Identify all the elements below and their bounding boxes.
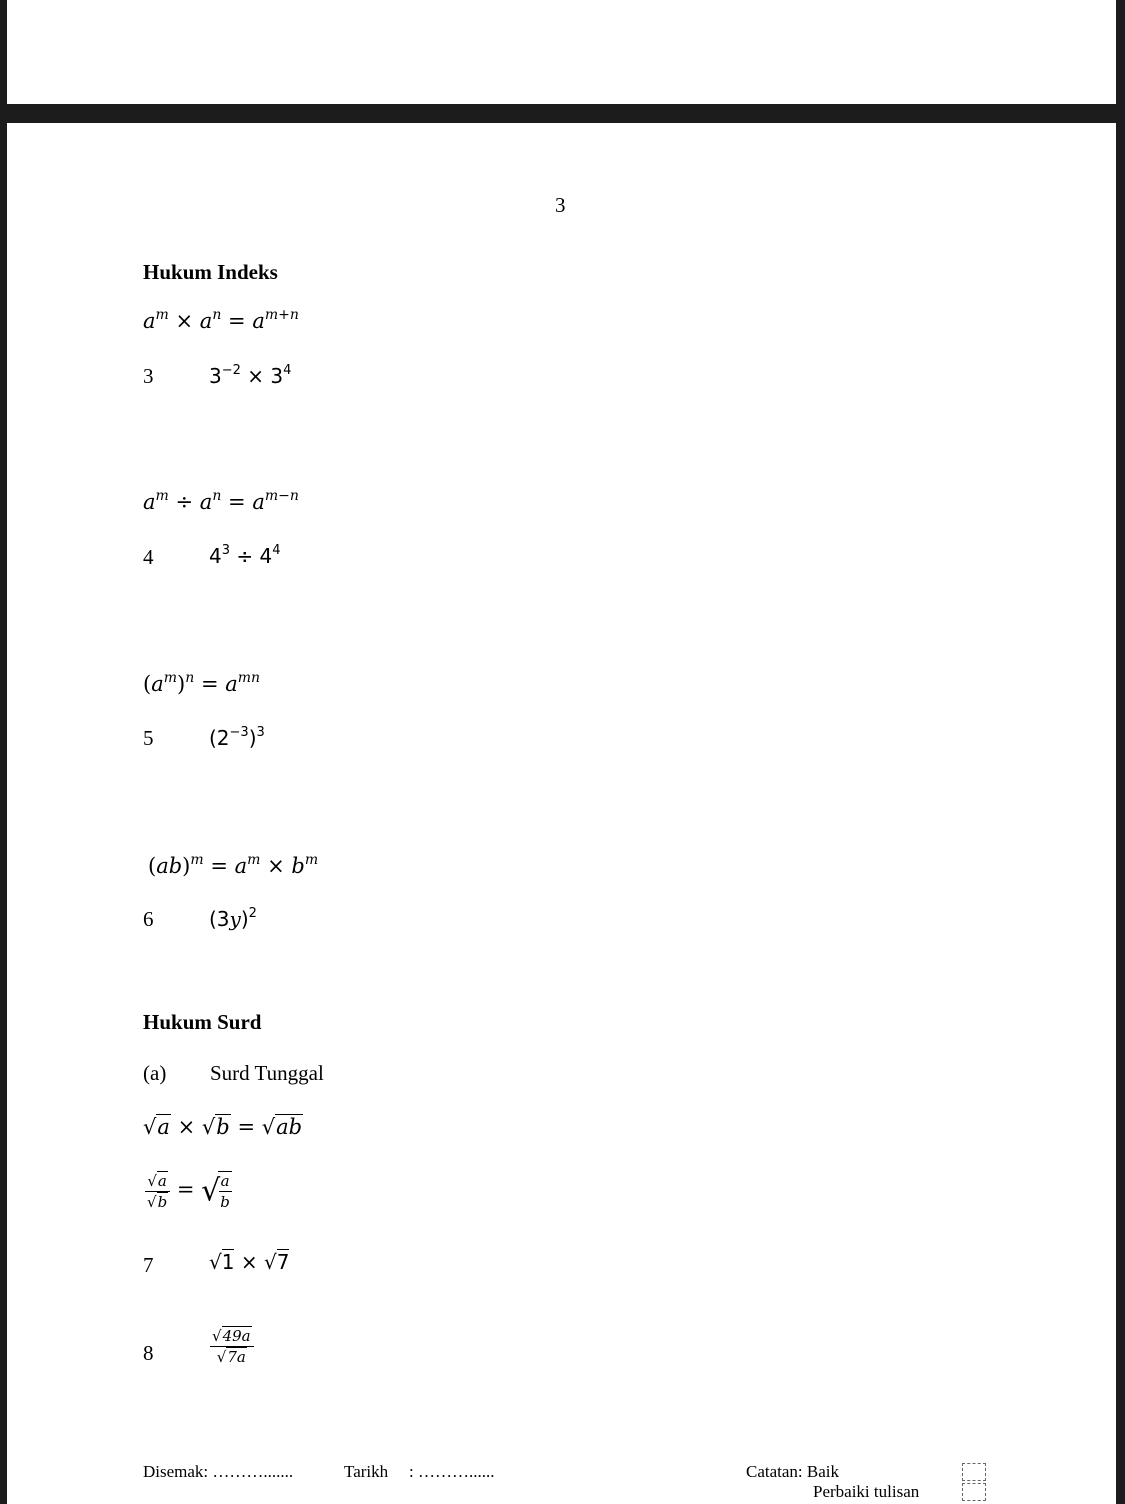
subsection-title: Surd Tunggal: [210, 1061, 324, 1085]
law-product-power: $(ab)^m = a^m \times b^m$: [148, 852, 319, 878]
question-number: 6: [143, 907, 154, 931]
question-8-expression: $\frac{√49a}{√7a}$: [210, 1327, 254, 1366]
note-line-2: Perbaiki tulisan: [813, 1482, 920, 1501]
question-number: 5: [143, 726, 154, 750]
note-label: Catatan: Baik: [746, 1462, 840, 1481]
law-power-of-power: $(a^m)^n = a^{mn}$: [143, 670, 261, 696]
date-label: Tarikh: [344, 1462, 389, 1481]
page-number: 3: [555, 193, 566, 217]
question-number: 3: [143, 364, 154, 388]
question-4-expression: $4^3 \div 4^4$: [209, 543, 281, 568]
question-6-expression: $(3y)^2$: [209, 906, 257, 931]
question-7-expression: √1 × √7: [209, 1250, 290, 1274]
question-number: 7: [143, 1253, 154, 1277]
question-3-expression: $3^{-2} \times 3^4$: [209, 363, 292, 388]
indices-heading: Hukum Indeks: [143, 260, 278, 284]
law-surd-multiply: √a × √b = √ab: [143, 1115, 303, 1139]
checkbox-perbaiki-tulisan[interactable]: [962, 1483, 986, 1501]
previous-page: [7, 0, 1116, 104]
surd-heading: Hukum Surd: [143, 1010, 262, 1034]
law-divide: $a^m \div a^n = a^{m-n}$: [143, 488, 299, 514]
subsection-label: (a): [143, 1061, 167, 1085]
question-5-expression: $(2^{-3})^3$: [209, 725, 265, 750]
law-surd-divide: $\frac{√a}{√b}$ = √ $\frac{a}{b}$: [147, 1171, 230, 1211]
worksheet-page: [7, 123, 1116, 1504]
law-multiply: $a^m \times a^n = a^{m+n}$: [143, 307, 299, 333]
checked-by-field: Disemak: ……….......: [143, 1462, 294, 1481]
question-number: 8: [143, 1341, 154, 1365]
date-field: : ………......: [409, 1462, 495, 1481]
checkbox-baik[interactable]: [962, 1463, 986, 1481]
question-number: 4: [143, 545, 154, 569]
